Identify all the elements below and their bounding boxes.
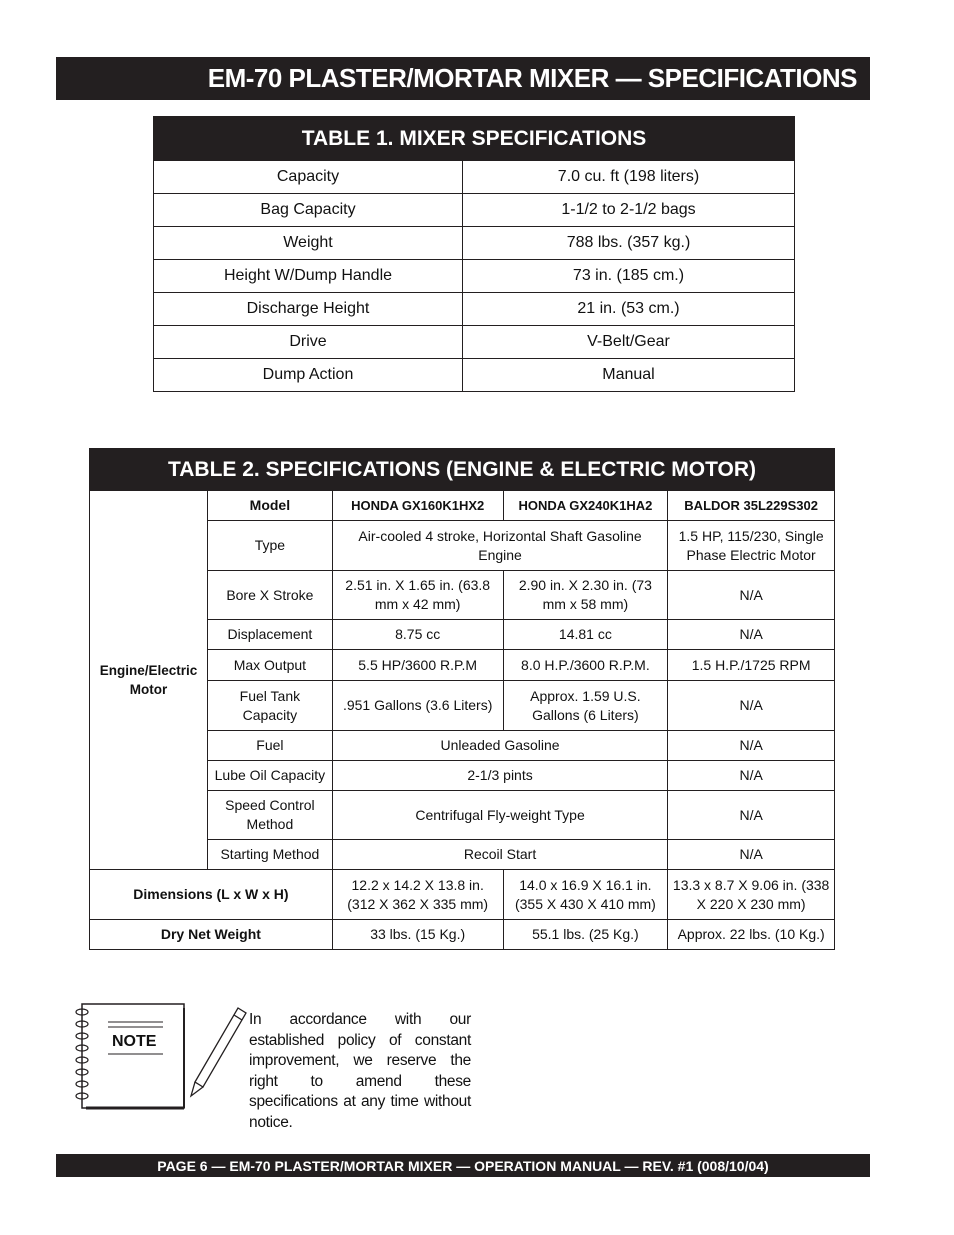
fuel-honda: Unleaded Gasoline bbox=[332, 731, 667, 761]
row-label: Fuel Tank Capacity bbox=[207, 681, 332, 731]
model-label: Model bbox=[207, 491, 332, 521]
spec-label: Height W/Dump Handle bbox=[154, 260, 463, 293]
starting-baldor: N/A bbox=[668, 840, 835, 870]
note-label: NOTE bbox=[112, 1033, 157, 1050]
mixer-specifications-table bbox=[153, 116, 795, 392]
bore-c3: N/A bbox=[668, 571, 835, 620]
row-label: Displacement bbox=[207, 620, 332, 650]
dry-weight-c1: 33 lbs. (15 Kg.) bbox=[332, 920, 503, 950]
row-label: Lube Oil Capacity bbox=[207, 761, 332, 791]
lube-baldor: N/A bbox=[668, 761, 835, 791]
speed-honda: Centrifugal Fly-weight Type bbox=[332, 791, 667, 840]
max-output-c1: 5.5 HP/3600 R.P.M bbox=[332, 650, 503, 681]
spec-value: 21 in. (53 cm.) bbox=[463, 293, 795, 326]
row-label: Speed Control Method bbox=[207, 791, 332, 840]
table1-row bbox=[154, 359, 795, 392]
dimensions-label: Dimensions (L x W x H) bbox=[90, 870, 333, 920]
row-label: Fuel bbox=[207, 731, 332, 761]
row-label: Bore X Stroke bbox=[207, 571, 332, 620]
model-honda-gx240: HONDA GX240K1HA2 bbox=[503, 491, 668, 521]
note-text: In accordance with our established policy of constant improvement, we reserve the right to amend these specifications at any time without notice. bbox=[249, 1011, 471, 1131]
fuel-baldor: N/A bbox=[668, 731, 835, 761]
dimensions-c3: 13.3 x 8.7 X 9.06 in. (338 X 220 X 230 mm) bbox=[668, 870, 835, 920]
dry-weight-c3: Approx. 22 lbs. (10 Kg.) bbox=[668, 920, 835, 950]
model-baldor: BALDOR 35L229S302 bbox=[668, 491, 835, 521]
page-footer: PAGE 6 — EM-70 PLASTER/MORTAR MIXER — OPERATION MANUAL — REV. #1 (008/10/04) bbox=[56, 1154, 870, 1177]
spec-value: 7.0 cu. ft (198 liters) bbox=[463, 161, 795, 194]
displacement-c1: 8.75 cc bbox=[332, 620, 503, 650]
type-baldor: 1.5 HP, 115/230, Single Phase Electric Motor bbox=[668, 521, 835, 571]
table1-title: TABLE 1. MIXER SPECIFICATIONS bbox=[154, 117, 795, 161]
spec-label: Dump Action bbox=[154, 359, 463, 392]
table1-row bbox=[154, 260, 795, 293]
spec-value: 73 in. (185 cm.) bbox=[463, 260, 795, 293]
page-title: EM-70 PLASTER/MORTAR MIXER — SPECIFICATIONS bbox=[56, 57, 870, 100]
bore-c2: 2.90 in. X 2.30 in. (73 mm x 58 mm) bbox=[503, 571, 668, 620]
spec-label: Weight bbox=[154, 227, 463, 260]
fuel-tank-c1: .951 Gallons (3.6 Liters) bbox=[332, 681, 503, 731]
table1-row bbox=[154, 293, 795, 326]
dimensions-c2: 14.0 x 16.9 X 16.1 in. (355 X 430 X 410 mm) bbox=[503, 870, 668, 920]
table1-row bbox=[154, 227, 795, 260]
dimensions-c1: 12.2 x 14.2 X 13.8 in. (312 X 362 X 335 mm) bbox=[332, 870, 503, 920]
row-label: Type bbox=[207, 521, 332, 571]
spec-label: Capacity bbox=[154, 161, 463, 194]
spec-label: Drive bbox=[154, 326, 463, 359]
row-label: Max Output bbox=[207, 650, 332, 681]
fuel-tank-c3: N/A bbox=[668, 681, 835, 731]
spec-label: Bag Capacity bbox=[154, 194, 463, 227]
displacement-c3: N/A bbox=[668, 620, 835, 650]
note-notebook-icon bbox=[70, 1000, 250, 1117]
engine-specifications-table bbox=[89, 448, 835, 950]
table2-title: TABLE 2. SPECIFICATIONS (ENGINE & ELECTRIC MOTOR) bbox=[90, 449, 835, 491]
table1-row bbox=[154, 194, 795, 227]
bore-c1: 2.51 in. X 1.65 in. (63.8 mm x 42 mm) bbox=[332, 571, 503, 620]
max-output-c2: 8.0 H.P./3600 R.P.M. bbox=[503, 650, 668, 681]
max-output-c3: 1.5 H.P./1725 RPM bbox=[668, 650, 835, 681]
spec-label: Discharge Height bbox=[154, 293, 463, 326]
spec-value: 1-1/2 to 2-1/2 bags bbox=[463, 194, 795, 227]
model-honda-gx160: HONDA GX160K1HX2 bbox=[332, 491, 503, 521]
table1-row bbox=[154, 326, 795, 359]
spec-value: 788 lbs. (357 kg.) bbox=[463, 227, 795, 260]
dry-weight-c2: 55.1 lbs. (25 Kg.) bbox=[503, 920, 668, 950]
lube-honda: 2-1/3 pints bbox=[332, 761, 667, 791]
table1-row bbox=[154, 161, 795, 194]
dry-weight-label: Dry Net Weight bbox=[90, 920, 333, 950]
group-label: Engine/Electric Motor bbox=[90, 491, 208, 870]
fuel-tank-c2: Approx. 1.59 U.S. Gallons (6 Liters) bbox=[503, 681, 668, 731]
spec-value: Manual bbox=[463, 359, 795, 392]
starting-honda: Recoil Start bbox=[332, 840, 667, 870]
spec-value: V-Belt/Gear bbox=[463, 326, 795, 359]
row-label: Starting Method bbox=[207, 840, 332, 870]
type-honda: Air-cooled 4 stroke, Horizontal Shaft Gasoline Engine bbox=[332, 521, 667, 571]
speed-baldor: N/A bbox=[668, 791, 835, 840]
displacement-c2: 14.81 cc bbox=[503, 620, 668, 650]
